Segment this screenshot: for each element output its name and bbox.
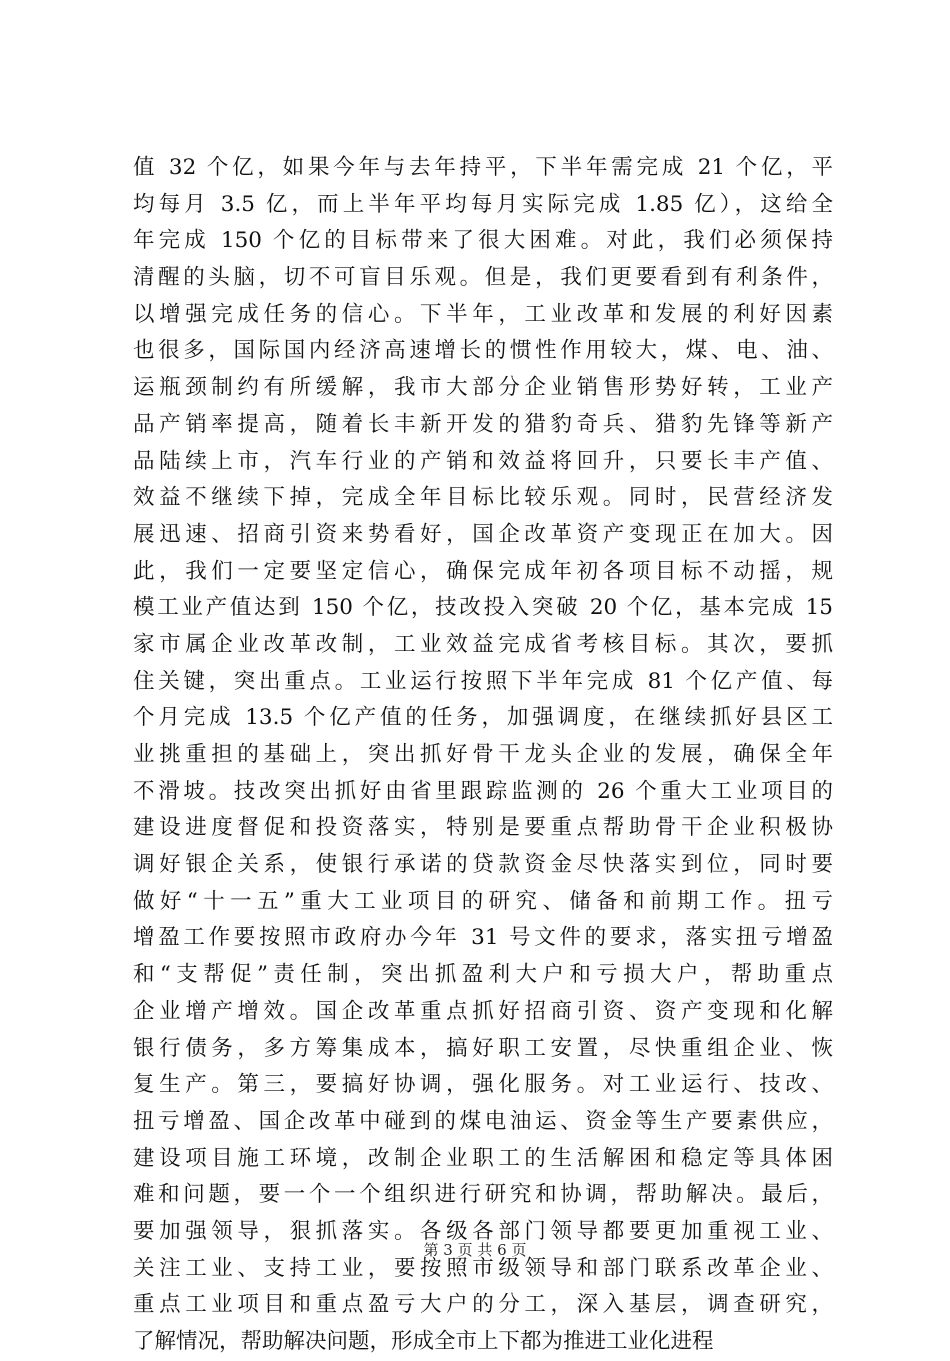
text-line: 重点工业项目和重点盈亏大户的分工，深入基层，调查研究， xyxy=(133,1292,833,1318)
text-line: 增盈工作要按照市政府办今年 31 号文件的要求，落实扭亏增盈 xyxy=(133,925,833,951)
text-line: 和“支帮促”责任制，突出抓盈利大户和亏损大户，帮助重点 xyxy=(133,962,833,988)
text-line: 银行债务，多方筹集成本，搞好职工安置，尽快重组企业、恢 xyxy=(133,1035,833,1061)
text-line: 品陆续上市，汽车行业的产销和效益将回升，只要长丰产值、 xyxy=(133,448,833,474)
body-text xyxy=(133,150,833,1361)
text-line: 也很多，国际国内经济高速增长的惯性作用较大，煤、电、油、 xyxy=(133,338,833,364)
text-line: 建设进度督促和投资落实，特别是要重点帮助骨干企业积极协 xyxy=(133,815,833,841)
text-line: 扭亏增盈、国企改革中碰到的煤电油运、资金等生产要素供应， xyxy=(133,1108,833,1134)
text-line: 清醒的头脑，切不可盲目乐观。但是，我们更要看到有利条件， xyxy=(133,265,833,291)
text-line: 品产销率提高，随着长丰新开发的猎豹奇兵、猎豹先锋等新产 xyxy=(133,411,833,437)
text-line: 关注工业、支持工业，要按照市级领导和部门联系改革企业、 xyxy=(133,1255,833,1281)
text-line: 值 32 个亿，如果今年与去年持平，下半年需完成 21 个亿，平 xyxy=(133,155,833,180)
text-line: 要加强领导，狠抓落实。各级各部门领导都要更加重视工业、 xyxy=(133,1218,833,1244)
text-line: 效益不继续下掉，完成全年目标比较乐观。同时，民营经济发 xyxy=(133,485,833,511)
text-line: 调好银企关系，使银行承诺的贷款资金尽快落实到位，同时要 xyxy=(133,852,833,878)
text-line: 均每月 3.5 亿，而上半年平均每月实际完成 1.85 亿），这给全 xyxy=(133,191,833,217)
text-line: 业挑重担的基础上，突出抓好骨干龙头企业的发展，确保全年 xyxy=(133,742,833,767)
text-line: 年完成 150 个亿的目标带来了很大困难。对此，我们必须保持 xyxy=(133,228,833,254)
text-line: 住关键，突出重点。工业运行按照下半年完成 81 个亿产值、每 xyxy=(133,668,833,694)
text-line: 做好“十一五”重大工业项目的研究、储备和前期工作。扭亏 xyxy=(133,888,833,914)
text-line: 建设项目施工环境，改制企业职工的生活解困和稳定等具体困 xyxy=(133,1145,833,1171)
text-line: 难和问题，要一个一个组织进行研究和协调，帮助解决。最后， xyxy=(133,1182,833,1208)
text-line: 复生产。第三，要搞好协调，强化服务。对工业运行、技改、 xyxy=(133,1072,833,1098)
text-line: 展迅速、招商引资来势看好，国企改革资产变现正在加大。因 xyxy=(133,521,833,547)
text-line: 个月完成 13.5 个亿产值的任务，加强调度，在继续抓好县区工 xyxy=(133,705,833,731)
text-line: 运瓶颈制约有所缓解，我市大部分企业销售形势好转，工业产 xyxy=(133,375,833,401)
text-line: 不滑坡。技改突出抓好由省里跟踪监测的 26 个重大工业项目的 xyxy=(133,778,833,804)
text-line: 模工业产值达到 150 个亿，技改投入突破 20 个亿，基本完成 15 xyxy=(133,595,833,621)
text-line: 此，我们一定要坚定信心，确保完成年初各项目标不动摇，规 xyxy=(133,558,833,584)
text-line: 家市属企业改革改制，工业效益完成省考核目标。其次，要抓 xyxy=(133,631,833,657)
page-footer: 第 3 页 共 6 页 xyxy=(423,1241,527,1259)
text-line: 企业增产增效。国企改革重点抓好招商引资、资产变现和化解 xyxy=(133,998,833,1024)
text-line: 了解情况，帮助解决问题，形成全市上下都为推进工业化进程 xyxy=(133,1329,714,1354)
text-line: 以增强完成任务的信心。下半年，工业改革和发展的利好因素 xyxy=(133,301,833,327)
